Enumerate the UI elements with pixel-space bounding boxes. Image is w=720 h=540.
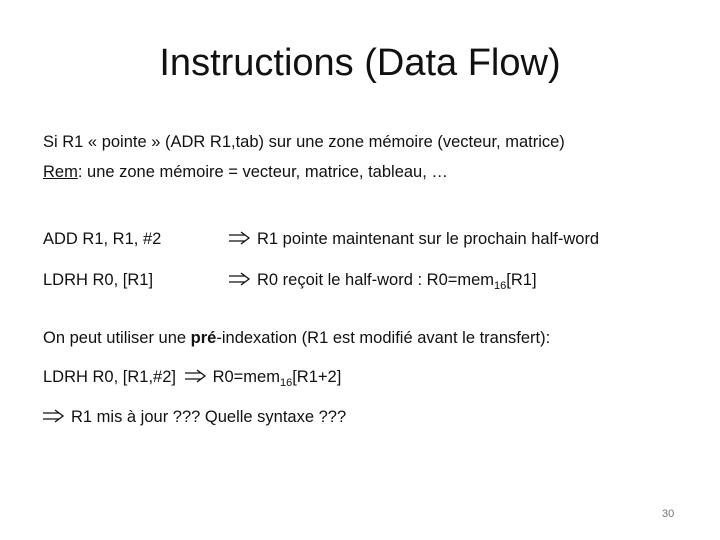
add-row bbox=[43, 230, 683, 249]
page-title: Instructions (Data Flow) bbox=[159, 42, 561, 84]
ldrh-preindex-row bbox=[43, 368, 341, 387]
implies-arrow-icon bbox=[185, 369, 207, 383]
add-result bbox=[229, 230, 599, 249]
update-row bbox=[43, 408, 346, 427]
update-text: R1 mis à jour ??? Quelle syntaxe ??? bbox=[71, 408, 347, 426]
implies-arrow-icon bbox=[229, 231, 251, 245]
ldrh-instruction: LDRH R0, [R1] bbox=[43, 271, 154, 289]
remark-label: Rem bbox=[43, 163, 78, 181]
preindex-line bbox=[43, 329, 550, 348]
preindex-pre: On peut utiliser une bbox=[43, 329, 191, 347]
ldrh-result bbox=[229, 271, 537, 290]
intro-line: Si R1 « pointe » (ADR R1,tab) sur une zone mémoire (vecteur, matrice) bbox=[43, 133, 565, 151]
ldrh-row bbox=[43, 271, 683, 290]
page-number: 30 bbox=[662, 508, 675, 520]
add-instruction: ADD R1, R1, #2 bbox=[43, 230, 162, 248]
ldrh-result-sub: 16 bbox=[494, 280, 507, 292]
ldrh-preindex-pre: R0=mem bbox=[212, 368, 280, 386]
ldrh-preindex-post: [R1+2] bbox=[292, 368, 342, 386]
implies-arrow-icon bbox=[229, 272, 251, 286]
ldrh-preindex-sub: 16 bbox=[279, 377, 293, 389]
remark-line bbox=[43, 163, 448, 182]
add-result-text: R1 pointe maintenant sur le prochain half-word bbox=[257, 230, 600, 248]
ldrh-result-post: [R1] bbox=[506, 271, 537, 289]
preindex-post: -indexation (R1 est modifié avant le transfert): bbox=[216, 329, 551, 347]
remark-text: : une zone mémoire = vecteur, matrice, tableau, … bbox=[77, 163, 448, 181]
ldrh-result-pre: R0 reçoit le half-word : R0=mem bbox=[257, 271, 495, 289]
implies-arrow-icon bbox=[43, 409, 65, 423]
preindex-bold: pré bbox=[190, 329, 217, 347]
ldrh-preindex-instruction: LDRH R0, [R1,#2] bbox=[43, 368, 176, 386]
